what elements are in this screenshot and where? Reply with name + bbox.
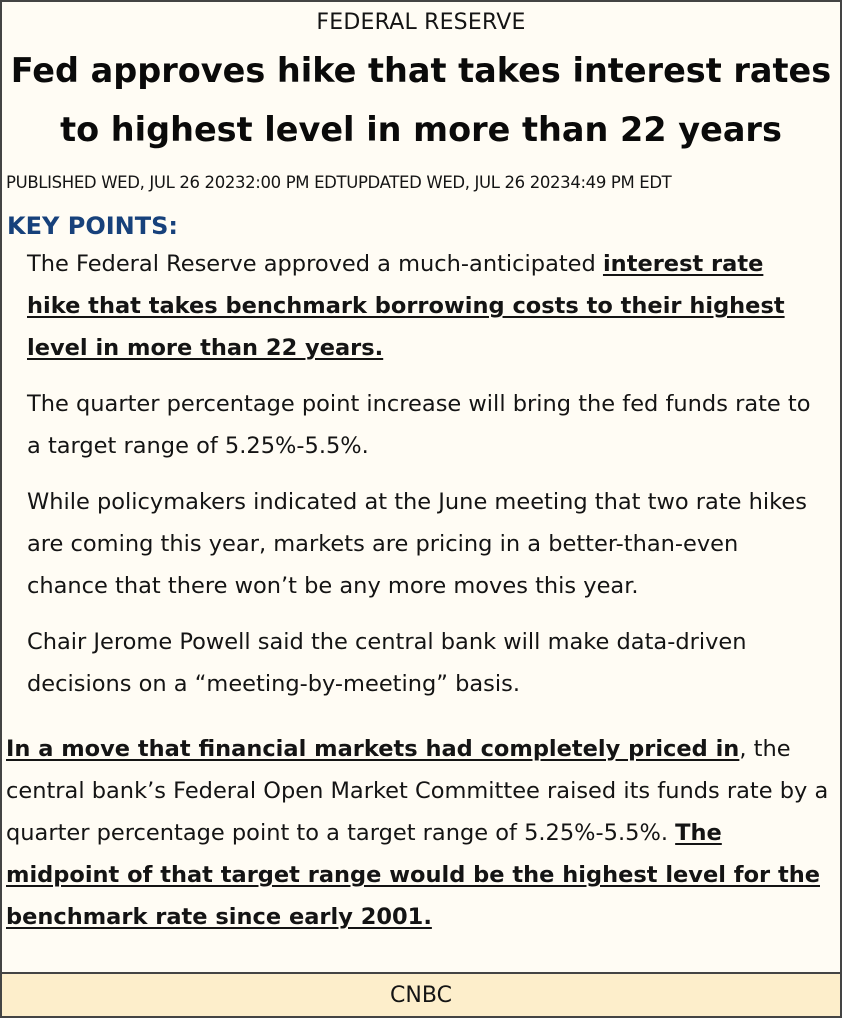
key-points-list <box>2 243 840 705</box>
section-kicker[interactable]: FEDERAL RESERVE <box>316 10 526 35</box>
key-point-link[interactable]: interest rate hike that takes benchmark borrowing costs to their highest level in more than 22 years. <box>27 251 785 361</box>
updated-date: WED, JUL 26 2023 <box>426 173 571 192</box>
body-text: , the central bank’s Federal Open Market Committee raised its funds rate by a quarter percentage point to a target range of 5.25%-5.5%. <box>6 736 829 846</box>
key-point-item <box>27 621 822 705</box>
key-point-item <box>27 383 822 467</box>
source-label: CNBC <box>390 983 452 1008</box>
key-point-item <box>27 243 822 369</box>
article-dateline <box>2 173 840 193</box>
body-link-priced-in[interactable]: In a move that financial markets had completely priced in <box>6 736 740 762</box>
key-point-item <box>27 481 822 607</box>
published-label: PUBLISHED <box>6 173 97 192</box>
published-time: 2:00 PM EDT <box>245 173 347 192</box>
key-points-heading: KEY POINTS: <box>7 212 178 240</box>
updated-time: 4:49 PM EDT <box>570 173 672 192</box>
key-point-text: The Federal Reserve approved a much-anticipated <box>27 251 603 277</box>
published-date: WED, JUL 26 2023 <box>101 173 246 192</box>
updated-label: UPDATED <box>346 173 422 192</box>
key-point-text: The quarter percentage point increase will bring the fed funds rate to a target range of 5.25%-5.5%. <box>27 391 811 459</box>
body-link-midpoint[interactable]: The midpoint of that target range would be the highest level for the benchmark rate since early 2001. <box>6 820 820 930</box>
key-point-text: Chair Jerome Powell said the central bank will make data-driven decisions on a “meeting-by-meeting” basis. <box>27 629 747 697</box>
article-headline: Fed approves hike that takes interest rates to highest level in more than 22 years <box>10 51 832 149</box>
source-footer <box>2 972 840 1018</box>
key-point-text: While policymakers indicated at the June meeting that two rate hikes are coming this year, markets are pricing in a better-than-even chance that there won’t be any more moves this year. <box>27 489 807 599</box>
article-body-paragraph <box>2 728 840 938</box>
